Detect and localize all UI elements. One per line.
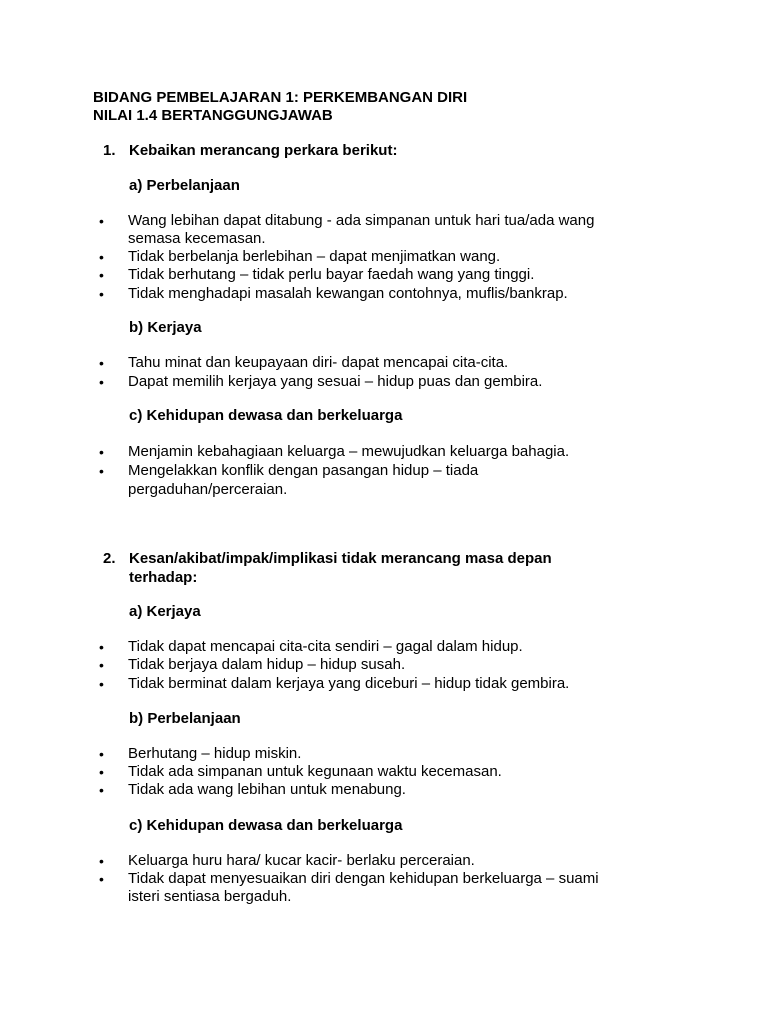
q1-b-item-1: Tahu minat dan keupayaan diri- dapat mencapai cita-cita. <box>128 354 509 371</box>
q1-c-item-1: Menjamin kebahagiaan keluarga – mewujudkan keluarga bahagia. <box>128 443 570 460</box>
q2-b-item-1: Berhutang – hidup miskin. <box>128 745 302 762</box>
q2-b-item-3: Tidak ada wang lebihan untuk menabung. <box>128 781 406 798</box>
question-2-text-cont: terhadap: <box>129 569 198 586</box>
question-1-text: Kebaikan merancang perkara berikut: <box>129 142 398 159</box>
document-subtitle: NILAI 1.4 BERTANGGUNGJAWAB <box>93 107 333 124</box>
bullet-marker: • <box>99 213 104 229</box>
bullet-marker: • <box>99 676 104 692</box>
bullet-marker: • <box>99 374 104 390</box>
bullet-marker: • <box>99 746 104 762</box>
q2-section-a-heading: a) Kerjaya <box>129 603 201 620</box>
q1-a-item-1: Wang lebihan dapat ditabung - ada simpanan untuk hari tua/ada wang <box>128 212 595 229</box>
q2-c-item-1: Keluarga huru hara/ kucar kacir- berlaku perceraian. <box>128 852 475 869</box>
bullet-marker: • <box>99 444 104 460</box>
question-2-text: Kesan/akibat/impak/implikasi tidak merancang masa depan <box>129 550 552 567</box>
q1-section-b-heading: b) Kerjaya <box>129 319 202 336</box>
q2-section-c-heading: c) Kehidupan dewasa dan berkeluarga <box>129 817 403 834</box>
q1-b-item-2: Dapat memilih kerjaya yang sesuai – hidup puas dan gembira. <box>128 373 543 390</box>
bullet-marker: • <box>99 871 104 887</box>
q1-section-a-heading: a) Perbelanjaan <box>129 177 240 194</box>
document-title: BIDANG PEMBELAJARAN 1: PERKEMBANGAN DIRI <box>93 89 468 106</box>
bullet-marker: • <box>99 355 104 371</box>
question-2-number: 2. <box>103 550 116 567</box>
q1-a-item-4: Tidak menghadapi masalah kewangan contohnya, muflis/bankrap. <box>128 285 568 302</box>
bullet-marker: • <box>99 764 104 780</box>
bullet-marker: • <box>99 267 104 283</box>
q2-a-item-1: Tidak dapat mencapai cita-cita sendiri – gagal dalam hidup. <box>128 638 523 655</box>
q2-c-item-2-cont: isteri sentiasa bergaduh. <box>128 888 292 905</box>
q2-c-item-2: Tidak dapat menyesuaikan diri dengan kehidupan berkeluarga – suami <box>128 870 599 887</box>
q2-a-item-3: Tidak berminat dalam kerjaya yang diceburi – hidup tidak gembira. <box>128 675 570 692</box>
q2-section-b-heading: b) Perbelanjaan <box>129 710 241 727</box>
bullet-marker: • <box>99 463 104 479</box>
bullet-marker: • <box>99 639 104 655</box>
q2-b-item-2: Tidak ada simpanan untuk kegunaan waktu kecemasan. <box>128 763 502 780</box>
q1-c-item-2-cont: pergaduhan/perceraian. <box>128 481 288 498</box>
bullet-marker: • <box>99 853 104 869</box>
bullet-marker: • <box>99 249 104 265</box>
bullet-marker: • <box>99 782 104 798</box>
bullet-marker: • <box>99 657 104 673</box>
question-1-number: 1. <box>103 142 116 159</box>
q1-a-item-3: Tidak berhutang – tidak perlu bayar faedah wang yang tinggi. <box>128 266 535 283</box>
q1-a-item-2: Tidak berbelanja berlebihan – dapat menjimatkan wang. <box>128 248 501 265</box>
q1-a-item-1-cont: semasa kecemasan. <box>128 230 266 247</box>
bullet-marker: • <box>99 286 104 302</box>
q2-a-item-2: Tidak berjaya dalam hidup – hidup susah. <box>128 656 406 673</box>
q1-c-item-2: Mengelakkan konflik dengan pasangan hidup – tiada <box>128 462 479 479</box>
q1-section-c-heading: c) Kehidupan dewasa dan berkeluarga <box>129 407 403 424</box>
